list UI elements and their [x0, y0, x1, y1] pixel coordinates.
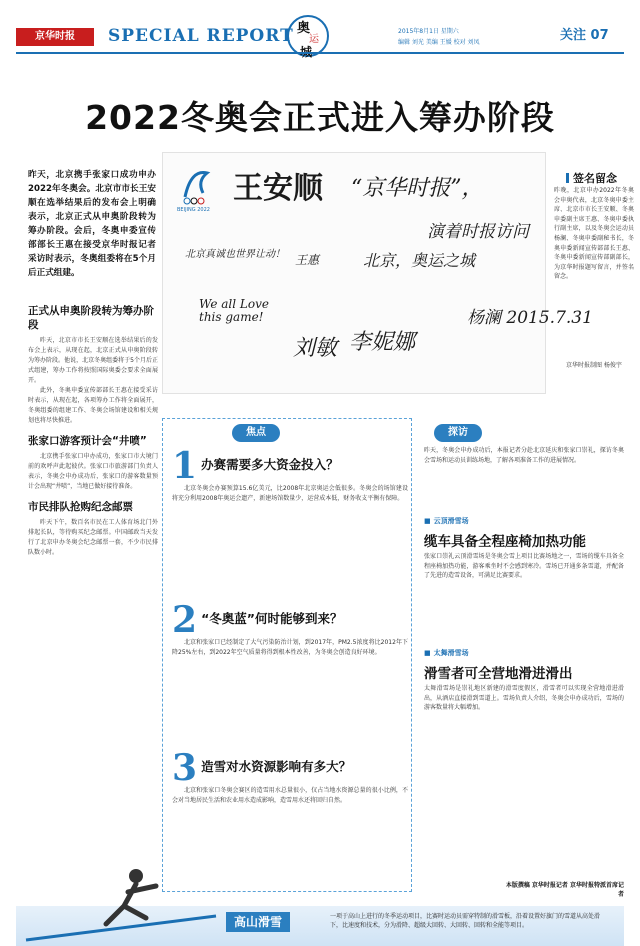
signature: “京华时报”， — [351, 176, 484, 201]
venue-tag: ■ 太舞滑雪场 — [424, 648, 469, 658]
page-header — [0, 0, 640, 70]
left-paragraph: 昨天，北京市市长王安顺在选举结果后的发布会上表示，从现在起，北京正式从申奥阶段转为筹办阶段。他说，北京冬奥组委将于5个月后正式组建，筹办工作将按照国际奥委会要求全面展开。 — [28, 337, 158, 384]
left-heading: 张家口游客预计会“井喷” — [28, 435, 147, 447]
svg-text:运: 运 — [309, 34, 319, 45]
left-paragraph: 北京携手张家口申办成功，张家口市大境门前的欢呼声此起彼伏。张家口市旅游部门负责人表示，冬奥会申办成功后，张家口的游客数量预计会出现“井喷”，当地已做好接待准备。 — [28, 453, 158, 490]
band-text: 一项于高山上进行的冬季运动项目，比赛时运动员需穿特制的滑雪板，沿着设置好旗门的雪道从高处滑下，比速度和技术，分为滑降、超级大回转、大回转、回转和全能等项目。 — [330, 913, 601, 929]
focus-question — [172, 599, 408, 742]
beijing-2022-label: BEIJING 2022 — [177, 207, 210, 213]
signature: We all Love this game! — [199, 297, 269, 324]
left-paragraph: 此外，冬奥申委宣传部部长王惠在接受采访时表示，从现在起，各项筹办工作将全面展开，冬奥组委的组建工作、冬奥会场馆建设和相关规划也将尽快推进。 — [28, 387, 158, 424]
brand-logo: 京华时报 — [16, 28, 94, 46]
signature: 北京真诚也世界让动！ — [185, 249, 285, 260]
band-title: 高山滑雪 — [226, 912, 290, 932]
issue-meta-line: 2015年8月1日 星期六 — [398, 28, 459, 35]
signature: 演着时报访问 — [427, 222, 529, 242]
issue-meta-line: 编辑 刘光 美编 王媛 校对 刘凤 — [398, 39, 480, 46]
venue-text: 张家口崇礼云顶滑雪场是冬奥会雪上项目比赛场地之一，雪场的缆车具备全程座椅加热功能，游客乘坐时不会感到寒冷。雪场已开通多条雪道，并配备了先进的造雪设备，可满足比赛要求。 — [424, 553, 624, 579]
signature: 王安顺 — [233, 171, 323, 206]
signature: 刘敏 — [293, 336, 338, 361]
svg-text:奥: 奥 — [297, 21, 311, 36]
question-number: 1 — [172, 445, 198, 487]
left-column — [28, 296, 158, 912]
sidebar-title: 签名留念 — [566, 170, 617, 186]
left-heading: 市民排队抢购纪念邮票 — [28, 501, 133, 513]
focus-label: 焦点 — [232, 424, 280, 442]
signature: 北京，奥运之城 — [363, 251, 476, 270]
signature: 李妮娜 — [349, 330, 416, 355]
sidebar-credit: 京华时报制图 杨俊宇 — [566, 362, 622, 369]
venue-tag: ■ 云顶滑雪场 — [424, 516, 469, 526]
left-paragraph: 昨天下午，数百名市民在工人体育场北门外排起长队，等待购买纪念邮票。中国邮政当天发行了北京申办冬奥会纪念邮票一套，不少市民排队数小时。 — [28, 519, 158, 556]
beijing-2022-icon — [177, 163, 217, 207]
explore-credit: 本版撰稿 京华时报记者 京华时报特派首席记者 — [505, 882, 624, 898]
signature-image — [162, 152, 593, 394]
question-title: 造雪对水资源影响有多大？ — [201, 759, 352, 774]
section-label: 关注 07 — [560, 28, 609, 43]
question-text: 北京和张家口冬奥会赛区的造雪用水总量很小，仅占当地水资源总量的很小比例，不会对当地居民生活和农业用水造成影响，造雪用水还将回归自然。 — [172, 787, 408, 804]
issue-meta — [398, 26, 480, 48]
header-rule — [16, 52, 624, 54]
venue-text: 太舞滑雪场是崇礼地区新建的滑雪度假区，滑雪者可以实现全营地滑进滑出，从酒店直接滑到雪道上。雪场负责人介绍，冬奥会申办成功后，雪场的游客数量将大幅增加。 — [424, 685, 624, 711]
venue-headline: 滑雪者可全营地滑进滑出 — [424, 666, 573, 682]
question-title: “冬奥蓝”何时能够到来？ — [201, 611, 343, 626]
page-headline: 2022冬奥会正式进入筹办阶段 — [85, 98, 555, 137]
lead-paragraph: 昨天，北京携手张家口成功申办2022年冬奥会。北京市市长王安顺在选举结果后的发布会上明确表示，北京正式从申奥阶段转为筹办阶段。会后，冬奥申委宣传部部长王惠在接受京华时报记者采访时表示，冬奥组委将在5个月后正式组建。 — [28, 170, 156, 278]
sidebar-text: 昨晚，北京申办2022年冬奥会申奥代表，北京冬奥申委主席、北京市市长王安顺、冬奥申委副主席王惠、冬奥申委执行副主席，以及冬奥会运动员杨澜、冬奥申委副秘书长，冬奥申委新闻宣传部部长王惠、冬奥申委新闻宣传部副部长，为京华时报题写留言，并签名留念。 — [554, 187, 634, 281]
question-title: 办赛需要多大资金投入？ — [201, 457, 339, 472]
question-text: 北京和张家口已经制定了大气污染防治计划，到2017年，PM2.5浓度将比2012年下降25%左右，到2022年空气质量将得到根本性改善，为冬奥会创造良好环境。 — [172, 639, 408, 656]
special-report-title: SPECIAL REPORT — [108, 26, 294, 46]
left-heading: 正式从申奥阶段转为筹办阶段 — [28, 305, 154, 331]
explore-label: 探访 — [434, 424, 482, 442]
beijing-2022-emblem — [177, 163, 217, 219]
skier-icon — [16, 846, 226, 946]
focus-question — [172, 445, 408, 588]
question-number: 2 — [172, 599, 198, 641]
question-number: 3 — [172, 747, 198, 789]
venue-headline: 缆车具备全程座椅加热功能 — [424, 534, 586, 550]
question-text: 北京冬奥会办赛预算15.6亿美元，比2008年北京奥运会低很多。冬奥会的场馆建设将充分利用2008年奥运会遗产，新建场馆数量少，运营成本低，财务收支平衡有保障。 — [172, 485, 408, 502]
olympic-city-logo-icon — [280, 8, 336, 64]
explore-intro: 昨天，冬奥会申办成功后，本报记者分赴北京延庆和张家口崇礼，探访冬奥会雪场和运动员训练场地，了解各项准备工作的进展情况。 — [424, 447, 624, 464]
signature: 杨澜 2015.7.31 — [467, 308, 593, 328]
signature: 王惠 — [295, 253, 320, 267]
